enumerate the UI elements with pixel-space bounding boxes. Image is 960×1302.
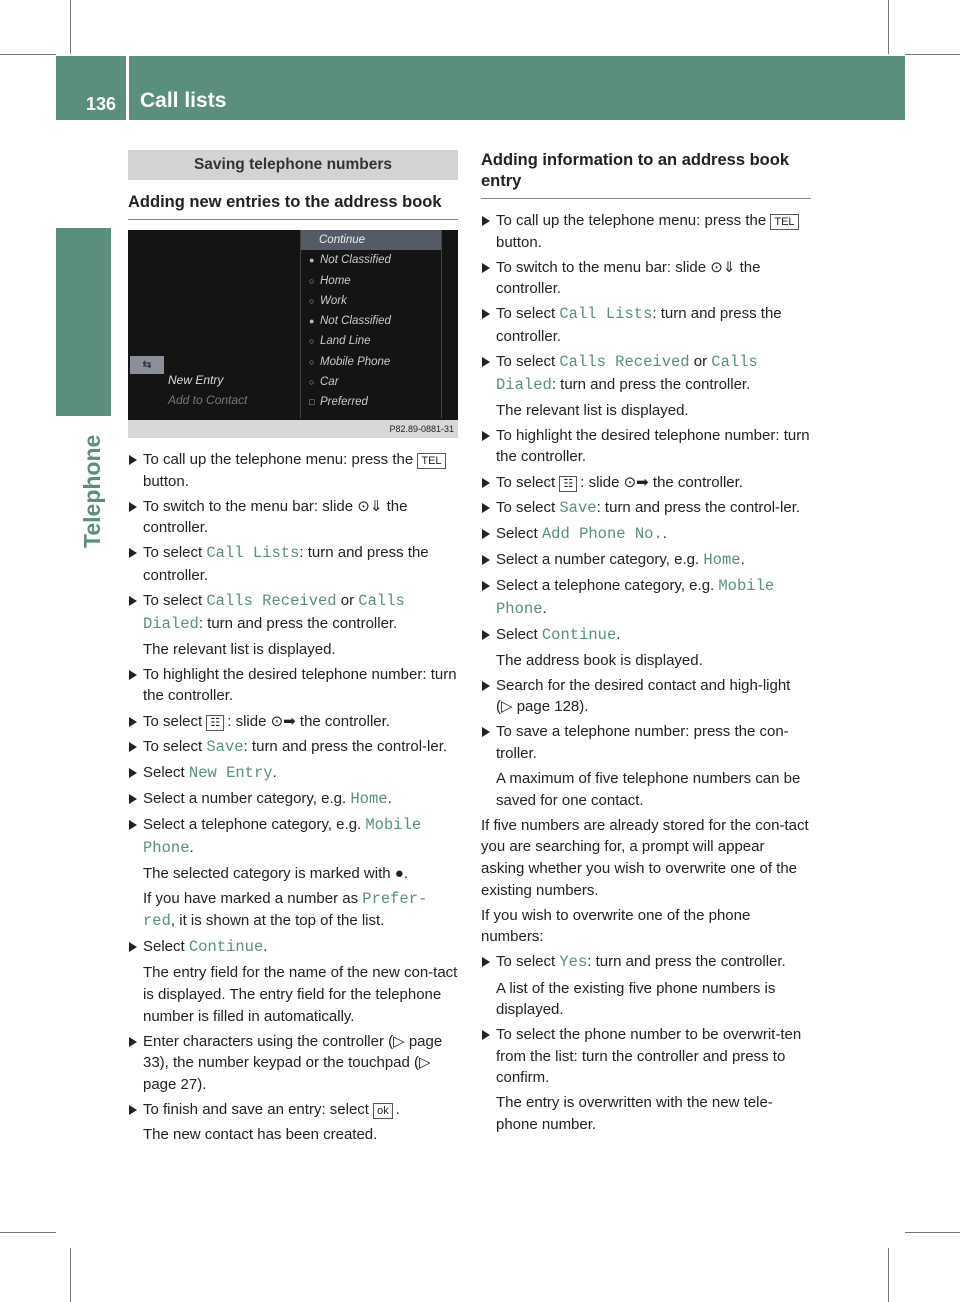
text-run: Select: [143, 763, 189, 781]
display-term: Calls Dialed: [143, 592, 405, 633]
instruction-step: [481, 549, 811, 572]
display-term: Home: [350, 789, 388, 808]
menu-marker-icon: ○: [309, 295, 315, 306]
display-term: Mobile Phone: [143, 815, 422, 857]
button-symbol-icon: TEL: [417, 453, 445, 469]
screen-item-new-entry: New Entry: [168, 373, 224, 387]
instruction-step: [128, 814, 458, 859]
text-run: To save a telephone number: press the con-troller.: [496, 723, 789, 763]
left-column: [128, 150, 458, 1149]
text-run: : turn and press the controller.: [198, 614, 398, 632]
button-symbol-icon: ☷: [559, 476, 577, 492]
text-run: or: [336, 592, 359, 610]
text-run: or: [689, 353, 712, 371]
text-run: Select a telephone category, e.g.: [143, 815, 366, 833]
menu-item-label: Home: [320, 274, 351, 287]
result-text: [128, 639, 458, 661]
text-run: If you wish to overwrite one of the phone numbers:: [481, 906, 751, 946]
left-steps: [128, 449, 458, 1146]
menu-marker-icon: □: [309, 397, 315, 408]
display-term: Calls Received: [559, 353, 690, 372]
menu-marker-icon: ●: [309, 255, 315, 266]
text-run: The selected category is marked with ●.: [143, 864, 409, 882]
text-run: Enter characters using the controller (▷ page 33), the number keypad or the touchpad (▷ page 27).: [143, 1032, 443, 1093]
right-column: [481, 150, 811, 1139]
text-run: A list of the existing five phone numbers is displayed.: [496, 979, 776, 1019]
text-run: Select: [143, 938, 189, 956]
screen-menu-item: [301, 250, 441, 270]
text-run: : turn and press the controller.: [496, 305, 782, 345]
text-run: : turn and press the controller.: [551, 375, 751, 393]
text-run: If five numbers are already stored for the con-tact you are searching for, a prompt will appear asking whether you wish to overwrite one of the existing numbers.: [481, 816, 809, 899]
menu-item-label: Not Classified: [320, 315, 391, 328]
screen-item-add-to-contact: Add to Contact: [168, 393, 248, 407]
instruction-step: [128, 449, 458, 492]
text-run: To highlight the desired telephone number: turn the controller.: [496, 426, 810, 466]
text-run: : turn and press the control-ler.: [596, 498, 801, 516]
instruction-step: [481, 1024, 811, 1089]
instruction-step: [481, 210, 811, 253]
instruction-step: [481, 472, 811, 494]
menu-item-label: Not Classified: [320, 254, 391, 267]
instruction-step: [481, 951, 811, 974]
page-title: Call lists: [140, 89, 227, 112]
text-run: button.: [496, 233, 542, 251]
body-paragraph: [481, 905, 811, 948]
side-tab-label: Telephone: [79, 434, 105, 548]
text-run: .: [387, 789, 392, 807]
result-text: [128, 962, 458, 1027]
screen-left-list: [168, 370, 247, 410]
menu-item-label: Mobile Phone: [320, 355, 391, 368]
screen-menu-item: [301, 372, 441, 392]
crop-mark: [70, 0, 71, 54]
head-unit-screen: [128, 230, 458, 438]
result-text: [481, 978, 811, 1021]
button-symbol-icon: ☷: [206, 715, 224, 731]
text-run: To switch to the menu bar: slide ⊙⇓ the controller.: [143, 497, 408, 537]
text-run: .: [395, 1101, 400, 1119]
text-run: If you have marked a number as: [143, 889, 363, 907]
header-separator: [126, 56, 129, 120]
text-run: To select: [143, 544, 207, 562]
instruction-step: [481, 675, 811, 718]
text-run: Select: [496, 524, 542, 542]
right-subheading: Adding information to an address book entry: [481, 150, 811, 199]
screen-menu-item: [301, 311, 441, 331]
text-run: To select: [496, 473, 560, 491]
text-run: The relevant list is displayed.: [143, 640, 336, 658]
result-text: [481, 400, 811, 422]
text-run: To select: [143, 737, 207, 755]
left-subheading: Adding new entries to the address book: [128, 192, 458, 220]
text-run: .: [740, 550, 745, 568]
text-run: Select a telephone category, e.g.: [496, 576, 719, 594]
instruction-step: [128, 496, 458, 539]
text-run: The entry field for the name of the new con-tact is displayed. The entry field for the telephone number is filled in automatically.: [143, 964, 458, 1025]
result-text: [128, 888, 458, 933]
body-paragraph: [481, 815, 811, 901]
button-symbol-icon: ok: [373, 1103, 393, 1119]
screen-menu-item: [301, 352, 441, 372]
text-run: The relevant list is displayed.: [496, 401, 689, 419]
menu-item-label: Preferred: [320, 396, 368, 409]
text-run: The entry is overwritten with the new tele-phone number.: [496, 1094, 773, 1134]
text-run: To select: [496, 305, 560, 323]
display-term: Call Lists: [559, 305, 653, 324]
crop-mark: [70, 1248, 71, 1302]
display-term: Home: [703, 550, 741, 569]
section-heading: Saving telephone numbers: [128, 150, 458, 180]
text-run: To finish and save an entry: select: [143, 1101, 374, 1119]
text-run: The address book is displayed.: [496, 651, 703, 669]
text-run: To select: [143, 712, 207, 730]
display-term: Add Phone No.: [541, 524, 663, 543]
crop-mark: [0, 54, 56, 55]
display-term: Calls Received: [206, 592, 337, 611]
text-run: .: [662, 524, 667, 542]
menu-marker-icon: ○: [309, 275, 315, 286]
text-run: : turn and press the control-ler.: [243, 737, 448, 755]
instruction-step: [481, 303, 811, 347]
text-run: To select: [496, 353, 560, 371]
back-icon: ⇆: [130, 356, 164, 374]
text-run: button.: [143, 472, 189, 490]
text-run: To switch to the menu bar: slide ⊙⇓ the controller.: [496, 258, 761, 298]
screen-menu-item: [301, 230, 441, 250]
display-term: Call Lists: [206, 544, 300, 563]
text-run: .: [189, 838, 194, 856]
right-steps: [481, 210, 811, 1136]
side-tab-block: [56, 228, 111, 416]
text-run: , it is shown at the top of the list.: [170, 912, 385, 930]
screen-menu: [300, 230, 442, 418]
screen-menu-item: [301, 331, 441, 351]
menu-item-label: Work: [320, 294, 347, 307]
button-symbol-icon: TEL: [770, 214, 798, 230]
instruction-step: [128, 762, 458, 785]
text-run: A maximum of five telephone numbers can be saved for one contact.: [496, 770, 801, 809]
text-run: To select: [496, 953, 560, 971]
text-run: .: [263, 938, 268, 956]
result-text: [481, 650, 811, 672]
instruction-step: [481, 351, 811, 396]
instruction-step: [128, 1099, 458, 1121]
display-term: Mobile Phone: [496, 576, 775, 618]
result-text: [481, 1092, 811, 1135]
instruction-step: [481, 624, 811, 647]
text-run: : turn and press the controller.: [587, 953, 786, 971]
text-run: To select the phone number to be overwrit-ten from the list: turn the controller and press to confirm.: [496, 1026, 802, 1087]
menu-item-label: Land Line: [320, 335, 371, 348]
instruction-step: [481, 497, 811, 520]
instruction-step: [128, 590, 458, 635]
result-text: [128, 1124, 458, 1146]
text-run: To select: [143, 592, 207, 610]
menu-marker-icon: ○: [309, 377, 315, 388]
crop-mark: [888, 1248, 889, 1302]
text-run: Select a number category, e.g.: [143, 789, 351, 807]
text-run: Search for the desired contact and high-light (▷ page 128).: [496, 676, 791, 716]
text-run: : slide ⊙➡ the controller.: [227, 712, 390, 730]
text-run: : turn and press the controller.: [143, 544, 429, 584]
display-term: Yes: [559, 953, 588, 972]
menu-item-label: Car: [320, 376, 339, 389]
crop-mark: [905, 1232, 960, 1233]
display-term: Continue: [541, 625, 617, 644]
display-term: Save: [559, 498, 597, 517]
result-text: [128, 863, 458, 885]
text-run: To call up the telephone menu: press the: [143, 451, 418, 468]
crop-mark: [905, 54, 960, 55]
instruction-step: [128, 1031, 458, 1096]
instruction-step: [128, 711, 458, 733]
text-run: .: [616, 625, 621, 643]
text-run: .: [272, 763, 277, 781]
instruction-step: [481, 575, 811, 620]
text-run: : slide ⊙➡ the controller.: [580, 473, 743, 491]
menu-marker-icon: ○: [309, 336, 315, 347]
instruction-step: [128, 936, 458, 959]
instruction-step: [128, 788, 458, 811]
screen-menu-item: [301, 271, 441, 291]
display-term: Save: [206, 737, 244, 756]
text-run: To select: [496, 498, 560, 516]
menu-marker-icon: ○: [309, 356, 315, 367]
text-run: .: [542, 599, 547, 617]
text-run: The new contact has been created.: [143, 1126, 378, 1144]
menu-item-label: Continue: [319, 234, 366, 246]
display-term: Calls Dialed: [496, 353, 758, 394]
instruction-step: [128, 736, 458, 759]
figure-code: P82.89-0881-31: [128, 420, 458, 438]
instruction-step: [481, 721, 811, 764]
crop-mark: [0, 1232, 56, 1233]
instruction-step: [481, 523, 811, 546]
text-run: Select a number category, e.g.: [496, 550, 704, 568]
display-term: Prefer-red: [143, 889, 428, 931]
crop-mark: [888, 0, 889, 54]
text-run: Select: [496, 625, 542, 643]
page-number: 136: [86, 94, 117, 114]
display-term: Continue: [188, 938, 264, 957]
instruction-step: [128, 664, 458, 707]
screen-menu-item: [301, 291, 441, 311]
instruction-step: [128, 542, 458, 586]
instruction-step: [481, 257, 811, 300]
text-run: To highlight the desired telephone number: turn the controller.: [143, 665, 457, 705]
result-text: [481, 768, 811, 811]
text-run: To call up the telephone menu: press the: [496, 212, 771, 229]
screen-menu-item: [301, 392, 441, 412]
instruction-step: [481, 425, 811, 468]
display-term: New Entry: [188, 763, 273, 782]
menu-marker-icon: ●: [309, 316, 315, 327]
